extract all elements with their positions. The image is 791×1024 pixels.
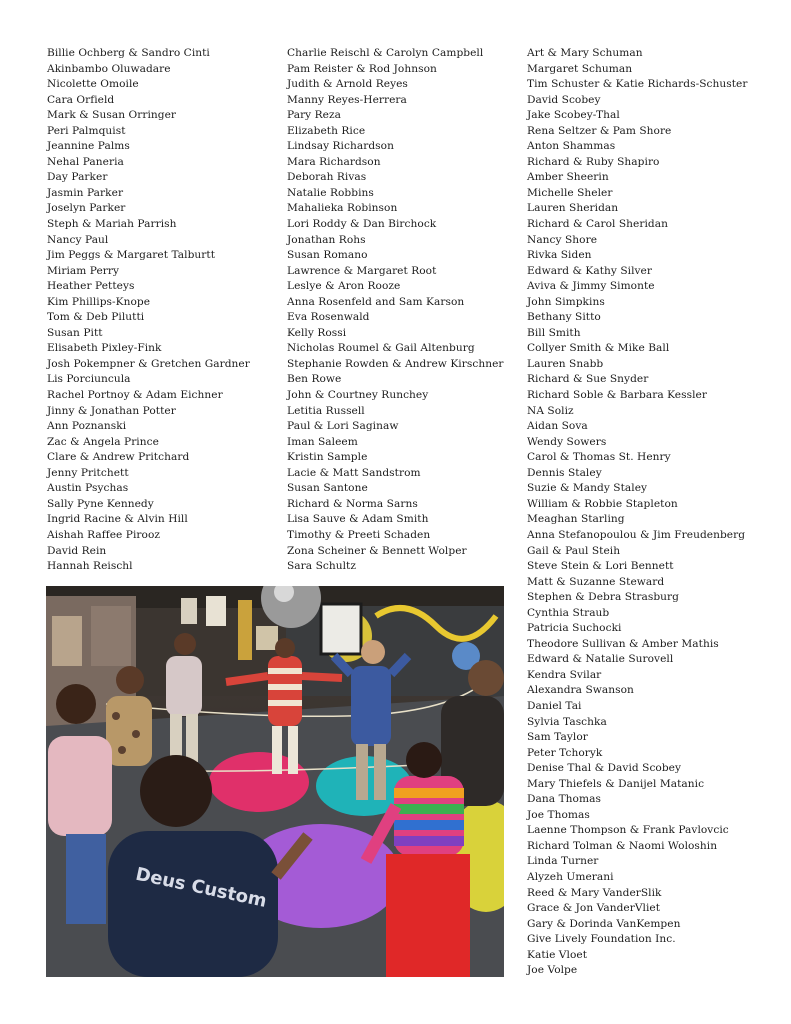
donor-name: Anna Rosenfeld and Sam Karson: [287, 295, 465, 308]
donor-name: Joe Thomas: [527, 808, 590, 821]
donor-name: Joe Volpe: [527, 964, 578, 977]
donor-name: John Simpkins: [527, 295, 605, 308]
donor-name: David Scobey: [527, 93, 601, 106]
donor-name: Alyzeh Umerani: [527, 870, 614, 883]
donor-list-column-1: [47, 46, 250, 575]
donor-name: Peter Tchoryk: [527, 746, 603, 759]
donor-name: Steph & Mariah Parrish: [47, 218, 177, 231]
donor-name: Margaret Schuman: [527, 62, 633, 75]
donor-name: Rachel Portnoy & Adam Eichner: [47, 389, 223, 402]
donor-name: Kelly Rossi: [287, 326, 347, 339]
donor-name: Grace & Jon VanderVliet: [527, 902, 661, 915]
donor-name: Nancy Paul: [47, 233, 109, 246]
donor-name: Ingrid Racine & Alvin Hill: [47, 513, 188, 526]
donor-name: Jonathan Rohs: [287, 233, 366, 246]
donor-name: Sara Schultz: [287, 560, 356, 573]
donor-name: Richard & Norma Sarns: [287, 497, 418, 510]
donor-name: Nancy Shore: [527, 233, 598, 246]
donor-name: Ben Rowe: [287, 373, 342, 386]
donor-name: Suzie & Mandy Staley: [527, 482, 648, 495]
donor-name: Zac & Angela Prince: [47, 435, 159, 448]
donor-name: Susan Romano: [287, 249, 368, 262]
donor-name: Nicholas Roumel & Gail Altenburg: [287, 342, 475, 355]
donor-name: Dana Thomas: [527, 793, 601, 806]
donor-name: Sam Taylor: [527, 731, 588, 744]
donor-name: Jenny Pritchett: [47, 466, 129, 479]
donor-name: Susan Santone: [287, 482, 368, 495]
donor-name: Clare & Andrew Pritchard: [47, 451, 190, 464]
group-activity-photo: [46, 586, 504, 977]
donor-name: Sylvia Taschka: [527, 715, 607, 728]
donor-name: Amber Sheerin: [527, 171, 609, 184]
donor-name: Deborah Rivas: [287, 171, 367, 184]
donor-name: Richard Tolman & Naomi Woloshin: [527, 839, 718, 852]
donor-name: Richard & Ruby Shapiro: [527, 155, 660, 168]
donor-name: Michelle Sheler: [527, 186, 613, 199]
donor-name: Alexandra Swanson: [527, 684, 634, 697]
donor-name: Lis Porciuncula: [47, 373, 131, 386]
donor-name: Rivka Siden: [527, 249, 592, 262]
donor-name: Pam Reister & Rod Johnson: [287, 62, 437, 75]
donor-name: Steve Stein & Lori Bennett: [527, 560, 674, 573]
donor-name: William & Robbie Stapleton: [527, 497, 678, 510]
donor-name: Give Lively Foundation Inc.: [527, 933, 676, 946]
donor-name: Zona Scheiner & Bennett Wolper: [287, 544, 467, 557]
donor-name: Edward & Natalie Surovell: [527, 653, 674, 666]
donor-name: Mark & Susan Orringer: [47, 109, 177, 122]
donor-name: Sally Pyne Kennedy: [47, 497, 154, 510]
donor-name: Stephanie Rowden & Andrew Kirschner: [287, 357, 504, 370]
donor-name: Theodore Sullivan & Amber Mathis: [527, 637, 719, 650]
donor-name: Paul & Lori Saginaw: [287, 420, 399, 433]
donor-name: Daniel Tai: [527, 699, 582, 712]
donor-name: Elisabeth Pixley-Fink: [47, 342, 162, 355]
donor-name: Rena Seltzer & Pam Shore: [527, 124, 672, 137]
donor-name: Anna Stefanopoulou & Jim Freudenberg: [527, 528, 746, 541]
donor-name: Gail & Paul Steih: [527, 544, 621, 557]
donor-name: Hannah Reischl: [47, 560, 133, 573]
donor-name: Kim Phillips-Knope: [47, 295, 151, 308]
donor-name: Tim Schuster & Katie Richards-Schuster: [527, 78, 748, 91]
donor-name: Patricia Suchocki: [527, 622, 622, 635]
donor-name: Lisa Sauve & Adam Smith: [287, 513, 429, 526]
donor-name: Mara Richardson: [287, 155, 381, 168]
donor-name: Tom & Deb Pilutti: [47, 311, 145, 324]
donor-name: Katie Vloet: [527, 948, 588, 961]
donor-name: David Rein: [47, 544, 107, 557]
donor-name: Lauren Snabb: [527, 357, 604, 370]
donor-name: Linda Turner: [527, 855, 599, 868]
donor-name: Nicolette Omoile: [47, 78, 139, 91]
shirt-print-text: Deus Custom: [133, 863, 269, 912]
donor-name: Kendra Svilar: [527, 668, 602, 681]
donor-name: Kristin Sample: [287, 451, 368, 464]
donor-name: Laenne Thompson & Frank Pavlovcic: [527, 824, 729, 837]
donor-name: Letitia Russell: [287, 404, 365, 417]
donor-name: Ann Poznanski: [47, 420, 127, 433]
donor-name: Joselyn Parker: [47, 202, 126, 215]
donor-name: Aidan Sova: [527, 420, 588, 433]
donor-name: Jake Scobey-Thal: [527, 109, 620, 122]
donor-name: Jasmin Parker: [47, 186, 124, 199]
donor-name: Miriam Perry: [47, 264, 120, 277]
donor-name: Aishah Raffee Pirooz: [47, 528, 161, 541]
donor-list-column-3: [527, 46, 747, 979]
donor-name: Cynthia Straub: [527, 606, 610, 619]
donor-name: Day Parker: [47, 171, 108, 184]
donor-name: Stephen & Debra Strasburg: [527, 591, 679, 604]
donor-name: Gary & Dorinda VanKempen: [527, 917, 681, 930]
donor-name: Jim Peggs & Margaret Talburtt: [47, 249, 215, 262]
donor-name: Timothy & Preeti Schaden: [287, 528, 431, 541]
donor-name: Lacie & Matt Sandstrom: [287, 466, 421, 479]
donor-name: Susan Pitt: [47, 326, 103, 339]
donor-name: Richard Soble & Barbara Kessler: [527, 389, 707, 402]
donor-name: Bill Smith: [527, 326, 581, 339]
donor-name: Richard & Carol Sheridan: [527, 218, 668, 231]
donor-name: Art & Mary Schuman: [527, 47, 643, 59]
donor-name: NA Soliz: [527, 404, 574, 417]
donor-name: Wendy Sowers: [527, 435, 607, 448]
donor-name: Lawrence & Margaret Root: [287, 264, 437, 277]
donor-name: Dennis Staley: [527, 466, 602, 479]
donor-name: Lauren Sheridan: [527, 202, 619, 215]
donor-name: Denise Thal & David Scobey: [527, 762, 682, 775]
donor-name: Nehal Paneria: [47, 155, 124, 168]
donor-name: Mary Thiefels & Danijel Matanic: [527, 777, 705, 790]
donor-name: Cara Orfield: [47, 93, 115, 106]
donor-name: Austin Psychas: [47, 482, 129, 495]
donor-list-column-2: [287, 46, 504, 575]
donor-name: Leslye & Aron Rooze: [287, 280, 401, 293]
donor-name: Charlie Reischl & Carolyn Campbell: [287, 47, 484, 59]
donor-name: Richard & Sue Snyder: [527, 373, 649, 386]
donor-name: Bethany Sitto: [527, 311, 601, 324]
donor-name: Iman Saleem: [287, 435, 358, 448]
donor-name: Manny Reyes-Herrera: [287, 93, 407, 106]
donor-name: Reed & Mary VanderSlik: [527, 886, 662, 899]
donor-name: Carol & Thomas St. Henry: [527, 451, 671, 464]
donor-name: Akinbambo Oluwadare: [47, 62, 171, 75]
donor-name: Meaghan Starling: [527, 513, 625, 526]
donor-name: Pary Reza: [287, 109, 341, 122]
donor-name: Jeannine Palms: [47, 140, 130, 153]
donor-name: John & Courtney Runchey: [287, 389, 429, 402]
donor-name: Anton Shammas: [527, 140, 616, 153]
donor-name: Josh Pokempner & Gretchen Gardner: [47, 357, 250, 370]
donor-name: Edward & Kathy Silver: [527, 264, 652, 277]
donor-name: Elizabeth Rice: [287, 124, 366, 137]
donor-name: Aviva & Jimmy Simonte: [527, 280, 655, 293]
donor-name: Lori Roddy & Dan Birchock: [287, 218, 437, 231]
donor-name: Heather Petteys: [47, 280, 135, 293]
donor-name: Matt & Suzanne Steward: [527, 575, 665, 588]
donor-name: Eva Rosenwald: [287, 311, 370, 324]
donor-name: Billie Ochberg & Sandro Cinti: [47, 47, 210, 59]
donor-name: Lindsay Richardson: [287, 140, 394, 153]
donor-name: Jinny & Jonathan Potter: [47, 404, 176, 417]
donor-name: Judith & Arnold Reyes: [287, 78, 408, 91]
donor-name: Natalie Robbins: [287, 186, 374, 199]
donor-name: Peri Palmquist: [47, 124, 126, 137]
donor-name: Collyer Smith & Mike Ball: [527, 342, 670, 355]
donor-name: Mahalieka Robinson: [287, 202, 398, 215]
